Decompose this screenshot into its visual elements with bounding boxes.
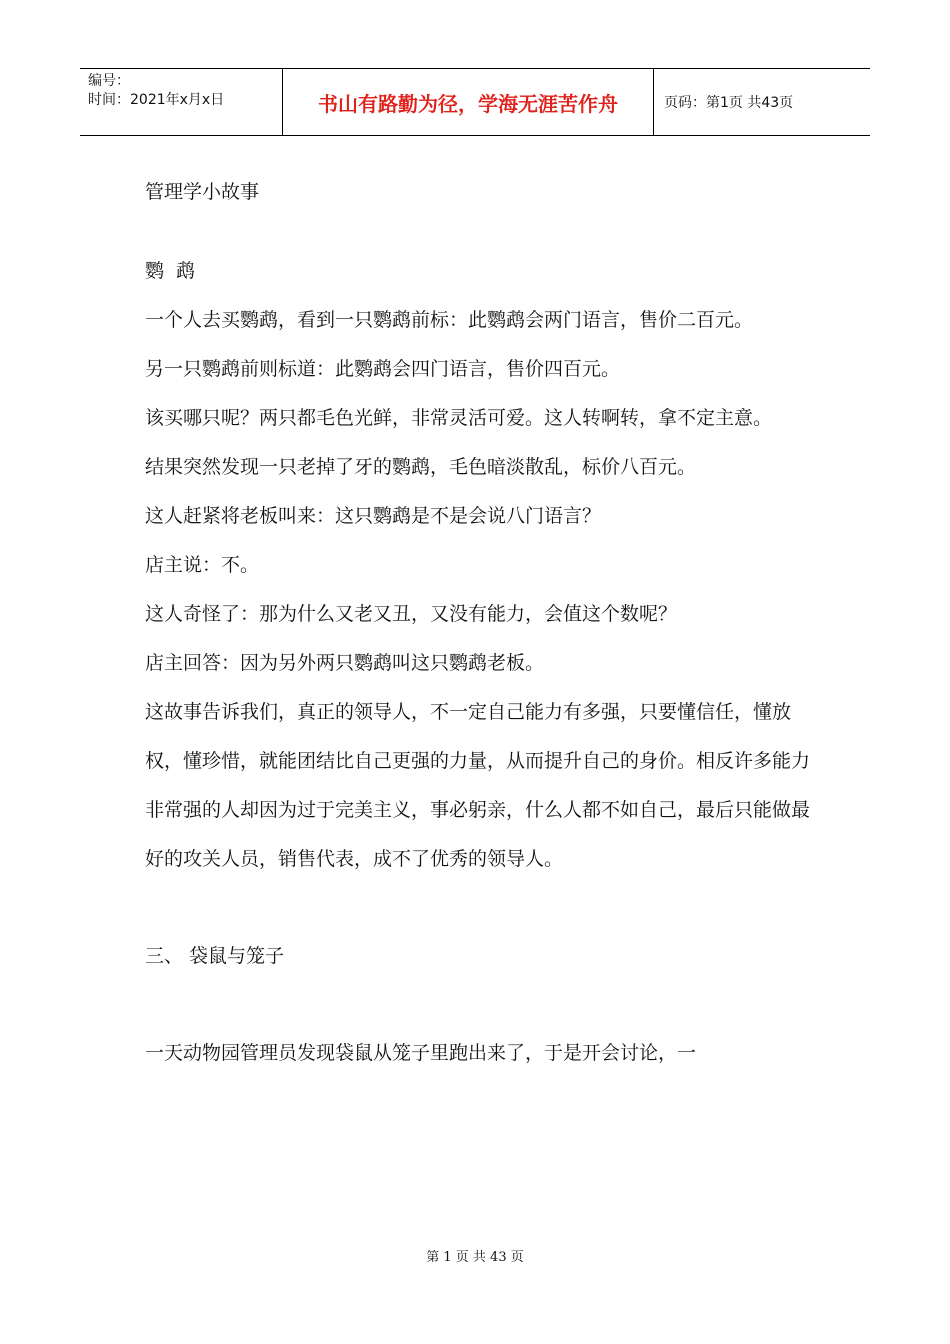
- paragraph: 这人赶紧将老板叫来：这只鹦鹉是不是会说八门语言？: [145, 505, 602, 527]
- paragraph: 这故事告诉我们，真正的领导人，不一定自己能力有多强，只要懂信任，懂放权，懂珍惜，就能团结比自己更强的力量，从而提升自己的身价。相反许多能力非常强的人却因为过于完美主义，事必躬亲，什么人都不如自己，最后只能做最好的攻关人员，销售代表，成不了优秀的领导人。: [145, 701, 811, 870]
- paragraph: 该买哪只呢？两只都毛色光鲜，非常灵活可爱。这人转啊转，拿不定主意。: [145, 407, 773, 429]
- page-footer: 第 1 页 共 43 页: [426, 1250, 524, 1265]
- spacer: [145, 884, 810, 932]
- header-meta: [80, 69, 282, 135]
- paragraph: 这人奇怪了：那为什么又老又丑，又没有能力，会值这个数呢？: [145, 603, 678, 625]
- page-header: [80, 68, 870, 136]
- paragraph: 店主回答：因为另外两只鹦鹉叫这只鹦鹉老板。: [145, 652, 545, 674]
- story-title: 鹦 鹉: [145, 260, 199, 282]
- header-motto: 书山有路勤为径，学海无涯苦作舟: [318, 91, 618, 116]
- paragraph: 一天动物园管理员发现袋鼠从笼子里跑出来了，于是开会讨论，一: [145, 1042, 697, 1064]
- paragraph: 另一只鹦鹉前则标道：此鹦鹉会四门语言，售价四百元。: [145, 358, 621, 380]
- section-title: 三、 袋鼠与笼子: [145, 945, 285, 967]
- header-motto-cell: [282, 69, 654, 135]
- paragraph: 结果突然发现一只老掉了牙的鹦鹉，毛色暗淡散乱，标价八百元。: [145, 456, 697, 478]
- header-page-info: 页码：第1页 共43页: [664, 95, 794, 111]
- paragraph: 一个人去买鹦鹉，看到一只鹦鹉前标：此鹦鹉会两门语言，售价二百元。: [145, 309, 754, 331]
- spacer: [145, 981, 810, 1029]
- number-label: 编号：: [88, 73, 130, 89]
- time-label: 时间：2021年x月x日: [88, 92, 225, 108]
- document-body: [145, 168, 810, 1078]
- paragraph: 店主说：不。: [145, 554, 260, 576]
- document-title: 管理学小故事: [145, 181, 260, 203]
